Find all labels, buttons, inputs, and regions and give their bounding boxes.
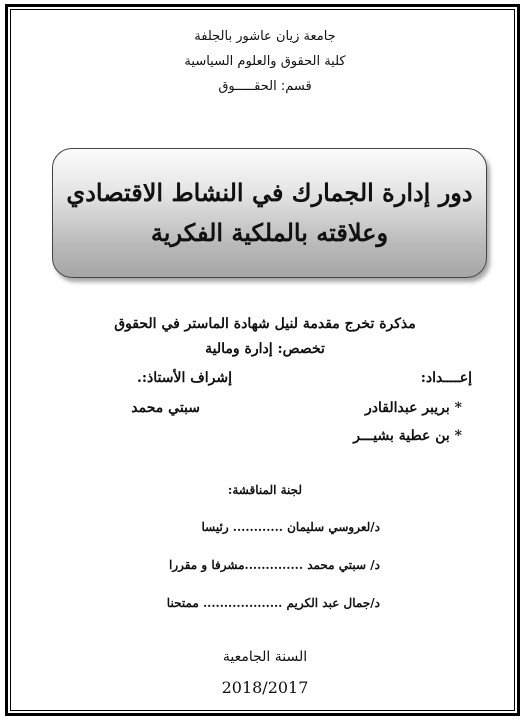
university-name: جامعة زيان عاشور بالجلفة: [194, 29, 336, 44]
thesis-description: مذكرة تخرج مقدمة لنيل شهادة الماستر في الحقوق: [114, 316, 416, 332]
thesis-title-line-1: دور إدارة الجمارك في النشاط الاقتصادي: [66, 178, 473, 207]
committee-member-2: د/ سبتي محمد ..............مشرفا و مقررا: [168, 558, 380, 572]
supervision-label: إشراف الأستاذ:.: [137, 370, 232, 386]
thesis-title-line-2: وعلاقته بالملكية الفكرية: [150, 218, 389, 247]
faculty-name: كلية الحقوق والعلوم السياسية: [184, 54, 346, 69]
student-name-1: * بريبر عبدالقادر: [365, 400, 462, 416]
academic-year: 2018/2017: [221, 678, 309, 697]
supervisor-name: سبتي محمد: [131, 400, 200, 416]
committee-label: لجنة المناقشة:: [227, 483, 303, 497]
thesis-specialty: تخصص: إدارة ومالية: [205, 341, 325, 357]
department-name: قسم: الحقـــــوق: [218, 79, 312, 94]
title-box: [52, 148, 487, 278]
committee-member-1: د/لعروسي سليمان ............ رئيسا: [201, 520, 380, 534]
prepared-by-label: إعــــداد:: [420, 370, 472, 386]
student-name-2: * بن عطية بشيـــر: [353, 428, 462, 444]
academic-year-label: السنة الجامعية: [222, 649, 308, 665]
committee-member-3: د/جمال عبد الكريم ................... ممتحنا: [166, 596, 380, 610]
